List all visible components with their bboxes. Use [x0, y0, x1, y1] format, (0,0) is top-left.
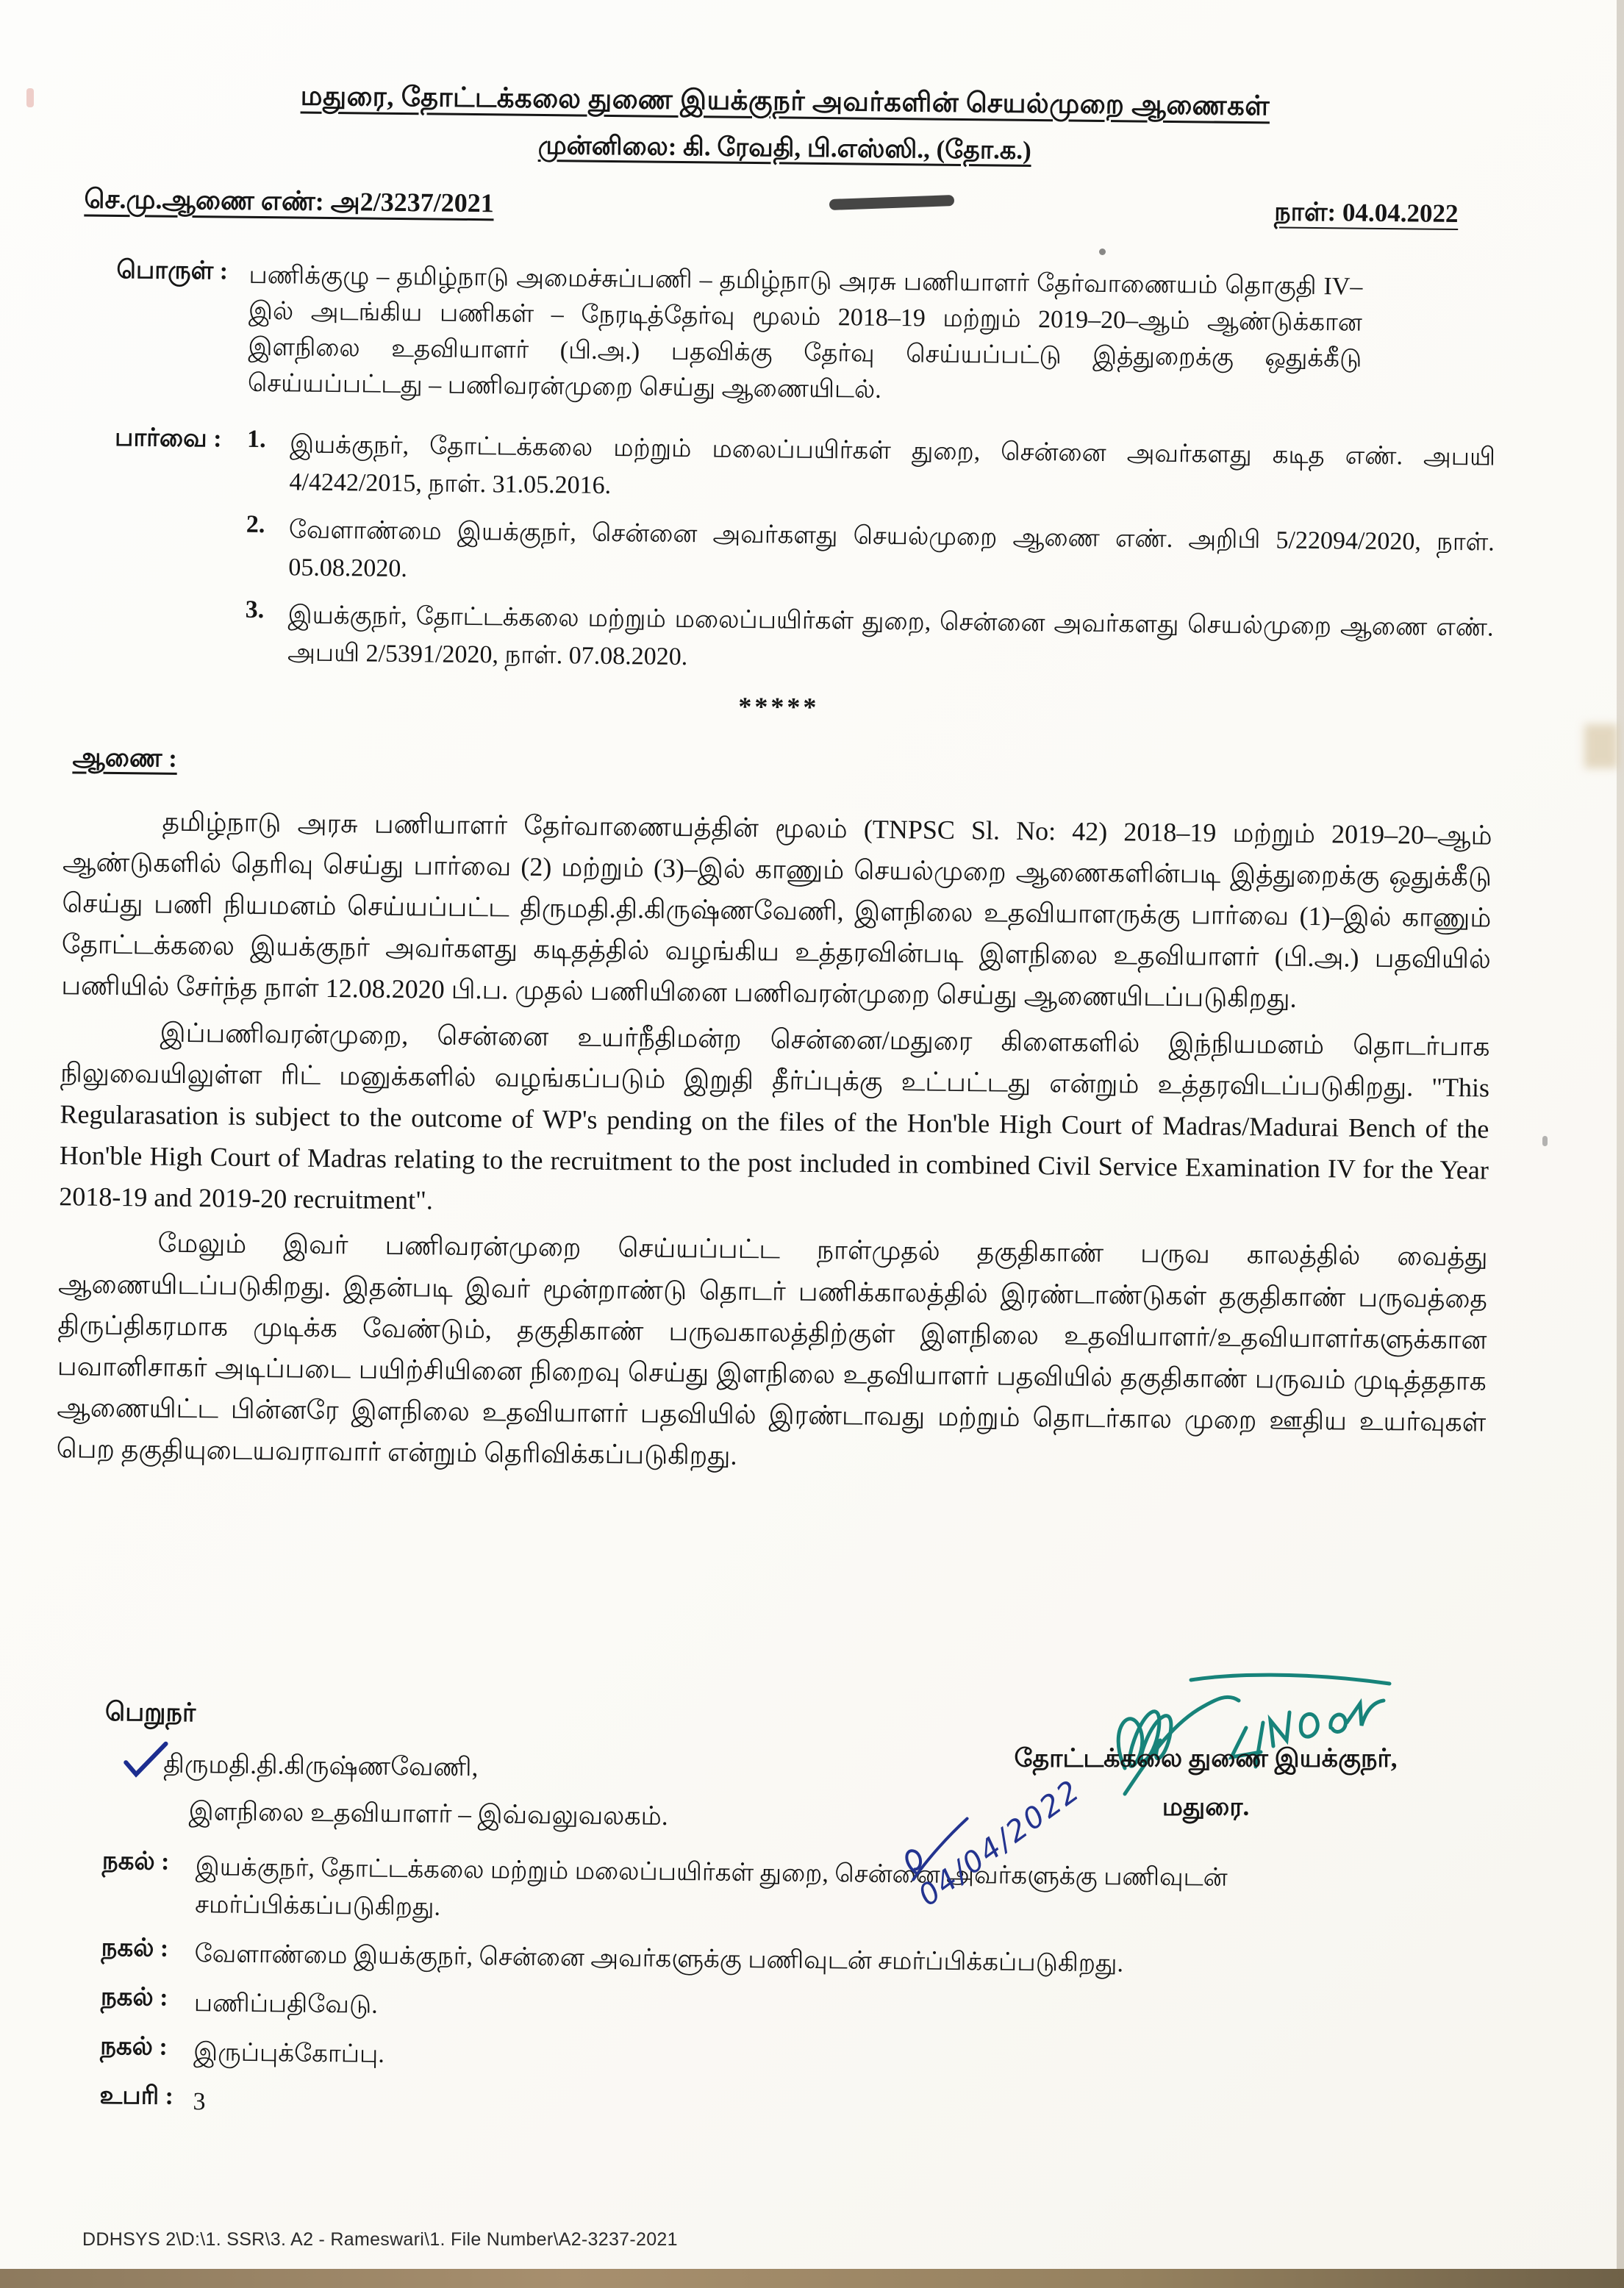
separator-stars: ***** [738, 691, 820, 722]
reference-label: பார்வை : [114, 423, 222, 453]
copy-label: நகல் : [101, 1848, 170, 1876]
subject-text: பணிக்குழு – தமிழ்நாடு அமைச்சுப்பணி – தமிழ்நாடு அரசு பணியாளர் தேர்வாணையம் தொகுதி IV–இல் அடங்கிய பணிகள் – நேரடித்தேர்வு மூலம் 2018–19 மற்றும் 2019–20–ஆம் ஆண்டுக்கான இளநிலை உதவியாளர் (பி.அ.) பதவிக்கு தேர்வு செய்யப்பட்டு இத்துறைக்கு ஒதுக்கீடு செய்யப்பட்டது – பணிவரன்முறை செய்து ஆணையிடல். [247, 261, 1363, 404]
copy-text: வேளாண்மை இயக்குநர், சென்னை அவர்களுக்கு பணிவுடன் சமர்ப்பிக்கப்படுகிறது. [194, 1940, 1124, 1978]
copy-text: இயக்குநர், தோட்டக்கலை மற்றும் மலைப்பயிர்கள் துறை, சென்னை அவர்களுக்கு பணிவுடன் சமர்ப்பிக்கப்படுகிறது. [195, 1853, 1228, 1921]
scan-edge-right [1617, 0, 1624, 2288]
copy-row [51, 1934, 1480, 1986]
copy-label: நகல் : [100, 1984, 168, 2012]
subject-section [68, 256, 1498, 415]
reference-item [246, 511, 1495, 599]
reference-item [246, 426, 1496, 514]
reference-text: வேளாண்மை இயக்குநர், சென்னை அவர்களது செயல்முறை ஆணை எண். அறிபி 5/22094/2020, நாள். 05.08.2020. [288, 516, 1495, 582]
order-heading: ஆணை : [72, 743, 178, 773]
checkmark-icon [123, 1740, 169, 1786]
copy-text: இருப்புக்கோப்பு. [193, 2039, 385, 2069]
copy-text: 3 [193, 2088, 206, 2116]
recipient-name: திருமதி.தி.கிருஷ்ணவேணி, [163, 1750, 479, 1782]
recipient-designation: இளநிலை உதவியாளர் – இவ்வலுவலகம். [188, 1797, 668, 1831]
order-paragraph-2: இப்பணிவரன்முறை, சென்னை உயர்நீதிமன்ற சென்னை/மதுரை கிளைகளில் இந்நியமனம் தொடர்பாக நிலுவையிலுள்ள ரிட் மனுக்களில் வழங்கப்படும் இறுதி தீர்ப்புக்கு உட்பட்டது என்றும் உத்தரவிடப்படுகிறது. "This Regularasation is subject to the outcome of WP's pending on the files of the Hon'ble High Court of Madras/Madurai Bench of the Hon'ble High Court of Madras relating to the recruitment to the post included in combined Civil Service Examination IV for the Year 2018-19 and 2019-20 recruitment". [59, 1018, 1490, 1215]
scan-speck [1542, 1136, 1548, 1146]
scan-edge-bottom [0, 2269, 1624, 2288]
reference-number: 2. [246, 510, 265, 538]
copy-list [49, 1847, 1481, 2134]
order-paragraph-3: மேலும் இவர் பணிவரன்முறை செய்யப்பட்ட நாள்முதல் தகுதிகாண் பருவ காலத்தில் வைத்து ஆணையிடப்படுகிறது. இதன்படி இவர் மூன்றாண்டு தொடர் பணிக்காலத்தில் இரண்டாண்டுகள் தகுதிகாண் பருவத்தை திருப்திகரமாக முடிக்க வேண்டும், தகுதிகாண் பருவகாலத்திற்குள் இளநிலை உதவியாளர்/உதவியாளர்களுக்கான பவானிசாகர் அடிப்படை பயிற்சியினை நிறைவு செய்து இளநிலை உதவியாளர் பதவியில் தகுதிகாண் பருவம் முடித்ததாக ஆணையிட்ட பின்னரே இளநிலை உதவியாளர் பதவியில் இரண்டாவது மற்றும் தொடர்கால முறை ஊதிய உயர்வுகள் பெற தகுதியுடையவராவார் என்றும் தெரிவிக்கப்படுகிறது. [56, 1228, 1488, 1471]
order-number-row [69, 183, 1498, 232]
copy-text: பணிப்பதிவேடு. [193, 1990, 378, 2020]
copy-row [51, 1983, 1480, 2035]
copy-label: உபரி : [99, 2082, 174, 2111]
reference-list [245, 426, 1497, 695]
scan-speck [1099, 249, 1106, 255]
file-path-footer: DDHSYS 2\D:\1. SSR\3. A2 - Rameswari\1. File Number\A2-3237-2021 [82, 2229, 678, 2250]
reference-number: 3. [245, 596, 265, 623]
document-title: மதுரை, தோட்டக்கலை துணை இயக்குநர் அவர்களின் செயல்முறை ஆணைகள் [300, 81, 1270, 122]
order-date: நாள்: 04.04.2022 [1274, 197, 1459, 229]
handwritten-date: 04/04/2022 [888, 1710, 1128, 1913]
reference-text: இயக்குநர், தோட்டக்கலை மற்றும் மலைப்பயிர்கள் துறை, சென்னை அவர்களது கடித எண். அபயி 4/4242/2015, நாள். 31.05.2016. [289, 431, 1496, 499]
copy-row [50, 2032, 1479, 2084]
order-paragraph-1: தமிழ்நாடு அரசு பணியாளர் தேர்வாணையத்தின் மூலம் (TNPSC Sl. No: 42) 2018–19 மற்றும் 2019–20–ஆம் ஆண்டுகளில் தெரிவு செய்து பார்வை (2) மற்றும் (3)–இல் காணும் செயல்முறை ஆணைகளின்படி இத்துறைக்கு ஒதுக்கீடு செய்து பணி நியமனம் செய்யப்பட்ட திருமதி.தி.கிருஷ்ணவேணி, இளநிலை உதவியாளருக்கு பார்வை (1)–இல் காணும் தோட்டக்கலை இயக்குநர் அவர்களது கடிதத்தில் வழங்கிய உத்தரவின்படி இளநிலை உதவியாளர் (பி.அ.) பதவியில் பணியில் சேர்ந்த நாள் 12.08.2020 பி.ப. முதல் பணியினை பணிவரன்முறை செய்து ஆணையிடப்படுகிறது. [61, 807, 1492, 1014]
recipient-heading: பெறுநர் [104, 1698, 196, 1728]
reference-item [245, 596, 1495, 684]
reference-number: 1. [246, 425, 266, 453]
scan-blotch [1584, 724, 1618, 768]
copy-label: நகல் : [101, 1934, 169, 1963]
reference-text: இயக்குநர், தோட்டக்கலை மற்றும் மலைப்பயிர்கள் துறை, சென்னை அவர்களது செயல்முறை ஆணை எண். அபயி 2/5391/2020, நாள். 07.08.2020. [287, 601, 1494, 671]
subject-label: பொருள் : [116, 256, 229, 285]
signatory-place: மதுரை. [1162, 1792, 1250, 1821]
copy-row [51, 1847, 1481, 1937]
copy-label: நகல் : [100, 2033, 168, 2062]
signatory-designation: தோட்டக்கலை துணை இயக்குநர், [1014, 1744, 1398, 1773]
presence-line: முன்னிலை: கி. ரேவதி, பி.எஸ்ஸி., (தோ.க.) [537, 130, 1031, 165]
reference-section [65, 423, 1497, 694]
scan-speck [26, 88, 34, 107]
copy-row [49, 2081, 1478, 2134]
order-number: செ.மு.ஆணை எண்: அ2/3237/2021 [84, 184, 494, 218]
